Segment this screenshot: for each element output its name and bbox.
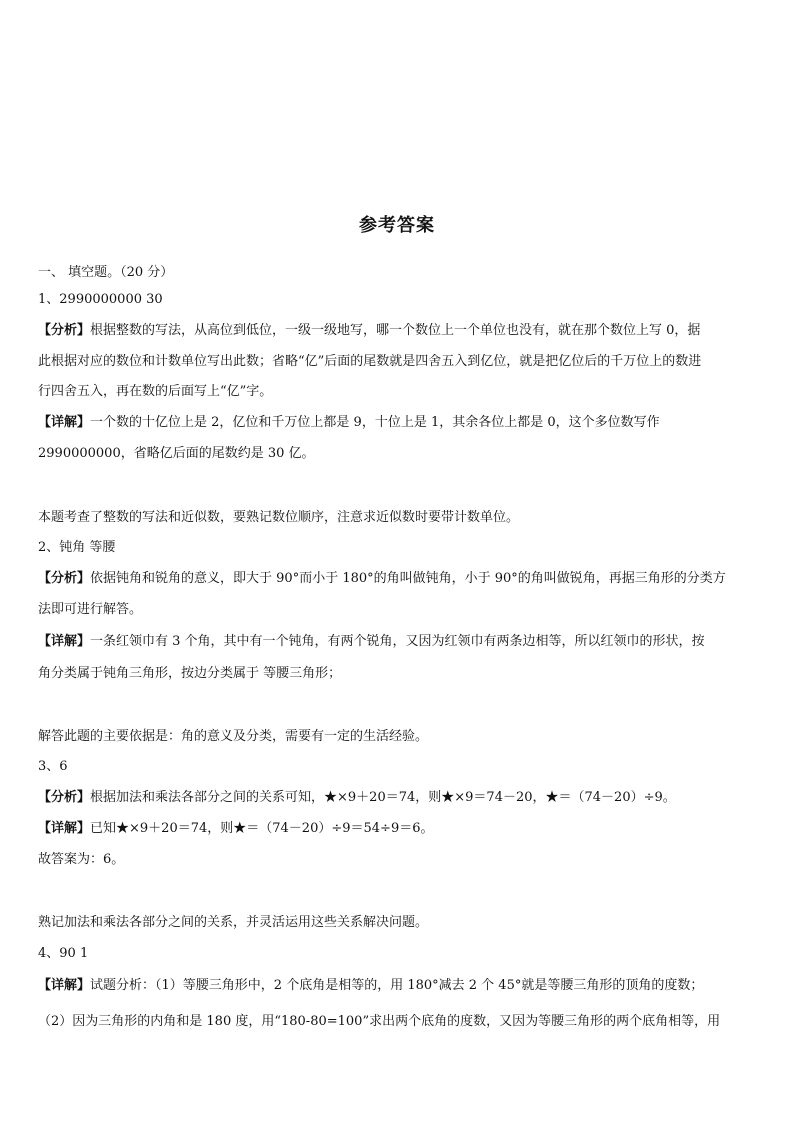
detail-tag: 【详解】: [38, 978, 91, 993]
q3-analysis-text-1: 根据加法和乘法各部分之间的关系可知，★×9＋20＝74，则★×9＝74－20，★＝（74－20）÷9。: [90, 790, 676, 805]
detail-tag: 【详解】: [38, 634, 91, 649]
q2-summary: 解答此题的主要依据是：角的意义及分类，需要有一定的生活经验。: [38, 729, 429, 744]
q2-detail-text-1: 一条红领巾有 3 个角，其中有一个钝角，有两个锐角，又因为红领巾有两条边相等，所以红领巾的形状，按: [90, 634, 705, 649]
q2-analysis-text-1: 依据钝角和锐角的意义，即大于 90°而小于 180°的角叫做钝角，小于 90°的角叫做锐角，再据三角形的分类方: [90, 571, 726, 586]
analysis-tag: 【分析】: [38, 571, 91, 586]
q4-detail-line-2: （2）因为三角形的内角和是 180 度，用“180-80=100”求出两个底角的度数，又因为等腰三角形的两个底角相等，用: [38, 1014, 721, 1029]
q2-detail-line-1: [38, 632, 758, 652]
q2-analysis-line-2: 法即可进行解答。: [38, 602, 143, 617]
q1-answer: 1、2990000000 30: [38, 292, 163, 307]
q1-summary: 本题考查了整数的写法和近似数，要熟记数位顺序，注意求近似数时要带计数单位。: [38, 510, 520, 525]
q1-analysis-line-1: [38, 321, 758, 341]
q2-detail-line-2: 角分类属于钝角三角形，按边分类属于 等腰三角形；: [38, 666, 342, 681]
q1-analysis-text-1: 根据整数的写法，从高位到低位，一级一级地写，哪一个数位上一个单位也没有，就在那个数位上写 0，据: [90, 323, 701, 338]
q1-detail-line-2: 2990000000，省略亿后面的尾数约是 30 亿。: [38, 446, 315, 461]
q3-detail-line-1: [38, 819, 758, 839]
q1-analysis-line-2: 此根据对应的数位和计数单位写出此数；省略“亿”后面的尾数就是四舍五入到亿位，就是把亿位后的千万位上的数进: [38, 354, 702, 369]
q4-detail-text-1: 试题分析：（1）等腰三角形中，2 个底角是相等的，用 180°减去 2 个 45°就是等腰三角形的顶角的度数；: [90, 978, 704, 993]
q3-conclusion: 故答案为：6。: [38, 852, 125, 867]
q3-answer: 3、6: [38, 759, 68, 774]
analysis-tag: 【分析】: [38, 323, 91, 338]
q4-answer: 4、90 1: [38, 946, 89, 961]
q3-analysis-line-1: [38, 788, 758, 808]
q1-analysis-line-3: 行四舍五入，再在数的后面写上“亿”字。: [38, 384, 273, 399]
analysis-tag: 【分析】: [38, 790, 91, 805]
q3-detail-text-1: 已知★×9＋20＝74，则★＝（74－20）÷9＝54÷9＝6。: [90, 821, 434, 836]
detail-tag: 【详解】: [38, 821, 91, 836]
q1-detail-line-1: [38, 413, 758, 433]
detail-tag: 【详解】: [38, 415, 91, 430]
page-title: 参考答案: [359, 215, 435, 236]
q2-analysis-line-1: [38, 569, 758, 589]
section-heading: 一、 填空题。（20 分）: [38, 265, 174, 280]
q2-answer: 2、钝角 等腰: [38, 540, 116, 555]
q3-summary: 熟记加法和乘法各部分之间的关系，并灵活运用这些关系解决问题。: [38, 915, 429, 930]
q4-detail-line-1: [38, 976, 758, 996]
q1-detail-text-1: 一个数的十亿位上是 2，亿位和千万位上都是 9，十位上是 1，其余各位上都是 0，这个多位数写作: [90, 415, 660, 430]
